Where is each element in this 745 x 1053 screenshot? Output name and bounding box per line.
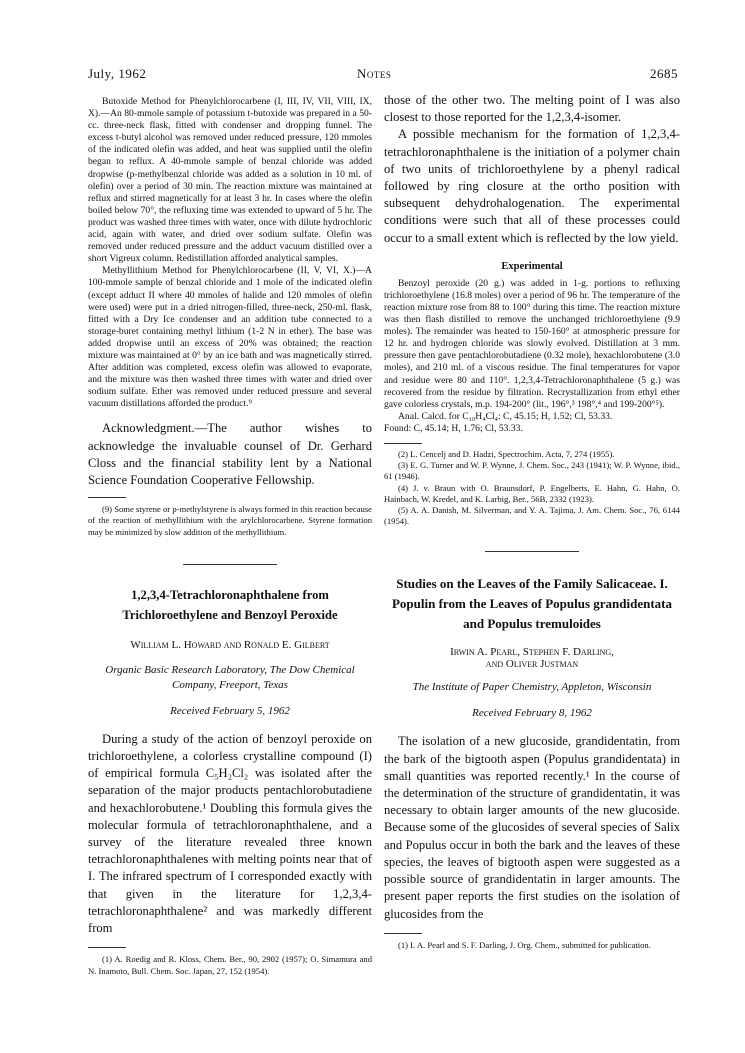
article-divider (183, 564, 277, 565)
footnote-5: (5) A. A. Danish, M. Silverman, and Y. A. Tajima, J. Am. Chem. Soc., 76, 6144 (1954). (384, 505, 680, 527)
acknowledgment: Acknowledgment.—The author wishes to acknowledge the invaluable counsel of Dr. Gerhard Closs and the financial stability lent by a National Science Foundation Cooperative Fellowship. (88, 421, 372, 488)
footnote-1: (1) A. Roedig and R. Kloss, Chem. Ber., 90, 2902 (1957); O. Simamura and N. Inamoto, Bull. Chem. Soc. Japan, 27, 152 (1954). (88, 954, 372, 976)
article-affiliation: Organic Basic Research Laboratory, The Dow Chemical Company, Freeport, Texas (105, 663, 355, 691)
analysis-found: Found: C, 45.14; H, 1.76; Cl, 53.33. (384, 422, 523, 434)
footnote-9: (9) Some styrene or p-methylstyrene is always formed in this reaction because of the reaction of methyllithium with the arylchlorocarbene. Styrene formation may be minimized by slow addition of the methyllithium. (88, 504, 372, 537)
footnote-divider (384, 933, 422, 934)
article-body: During a study of the action of benzoyl peroxide on trichloroethylene, a colorless crystalline compound (I) of empirical formula C₅H₂Cl₂ was isolated after the separation of the major products pentachlorobutadiene and hexachlorobutene.¹ Doubling this formula gives the molecular formula of tetrachloronaphthalene, and a survey of the literature revealed three known tetrachloronaphthalenes with melting points near that of I. The infrared spectrum of I corresponded exactly with that given in the literature for 1,2,3,4-tetrachloronaphthalene² and was markedly different from (88, 731, 372, 936)
right-column (384, 92, 680, 951)
experimental-paragraph: Benzoyl peroxide (20 g.) was added in 1-g. portions to refluxing trichloroethylene (16.8 moles) over a period of 96 hr. The temperature of the reaction mixture rose from 88 to 100° during this time. The reaction mixture was then flash distilled to remove the unchanged trichloroethylene (9.9 moles). The remainder was heated to 150-160° at atmospheric pressure for 12 hr. and hydrogen chloride was slowly evolved. Distillation at 3 mm. pressure then gave pentachlorobutadiene (0.32 mole), hexachlorobutene (3.0 moles), and 210 ml. of a viscous residue. The final temperatures for vapor and residue were 80 and 110°. 1,2,3,4-Tetrachloronaphthalene (5 g.) was recovered from the residue by filtration. Recrystallization from ethyl ether gave colorless crystals, m.p. 194-200° (lit., 196°,³ 198°,⁴ and 199-200°⁵). (384, 277, 680, 410)
left-column (88, 96, 372, 977)
experimental-heading: Experimental (501, 260, 563, 272)
article-authors: William L. Howard and Ronald E. Gilbert (130, 638, 330, 651)
footnote-divider (88, 947, 126, 948)
footnote-4: (4) J. v. Braun with O. Braunsdorf, P. Engelberts, E. Hahn, G. Hahn, O. Hainbach, W. Kredel, and K. Larbig, Ber., 56B, 2332 (1923). (384, 482, 680, 504)
methyllithium-method-paragraph: Methyllithium Method for Phenylchlorocarbene (II, V, VI, X.)—A 100-mmole sample of benzal chloride and 1 mole of the indicated olefin (except adduct II where 40 mmoles of halide and 120 mmoles of olefin were used) were put in a dried nitrogen-filled, three-neck, 250-ml. flask, fitted with a Dry Ice condenser and an addition tube connected to a storage-buret containing methyl lithium (1-2 N in ether). The base was added dropwise until an excess of 20% was obtained; the reaction mixture was maintained at 0° by an ice bath and was magnetically stirred. After addition was completed, excess olefin was allowed to evaporate, and the mixture was then washed three times with water and dried over sodium sulfate. Ether was removed under reduced pressure and several vacuum distillations afforded the product.⁹ (88, 265, 372, 410)
footnote-1: (1) I. A. Pearl and S. F. Darling, J. Org. Chem., submitted for publication. (398, 939, 651, 950)
footnote-2: (2) L. Cencelj and D. Hadzi, Spectrochim. Acta, 7, 274 (1955). (398, 449, 615, 460)
article-body: The isolation of a new glucoside, grandidentatin, from the bark of the bigtooth aspen (Populus grandidentata) in small quantities was reported recently.¹ In the course of the determination of the structure of grandidentatin, it was necessary to obtain larger amounts of the new glucoside. Because some of the glucosides of several species of Salix and Populus occur in both the bark and the leaves of these species, the leaves of bigtooth aspen were suggested as a possible source of grandidentatin in larger amounts. The present paper reports the first studies on the isolation of glucosides from the (384, 734, 680, 921)
footnote-divider (384, 443, 422, 444)
article-title: Studies on the Leaves of the Family Salicaceae. I. Populin from the Leaves of Populus grandidentata and Populus tremuloides (391, 576, 672, 632)
running-header-date: July, 1962 (88, 66, 147, 81)
page-number: 2685 (650, 66, 678, 81)
received-date: Received February 8, 1962 (472, 707, 592, 720)
analysis-calculated: Anal. Calcd. for C₁₀H₄Cl₄: C, 45.15; H, 1.52; Cl, 53.33. (398, 410, 613, 422)
received-date: Received February 5, 1962 (170, 704, 290, 717)
article-title: 1,2,3,4-Tetrachloronaphthalene from Trichloroethylene and Benzoyl Peroxide (122, 587, 338, 622)
mechanism-paragraph: A possible mechanism for the formation of 1,2,3,4-tetrachloronaphthalene is the initiation of a polymer chain of two units of trichloroethylene by a phenyl radical followed by ring closure at the ortho position with subsequent dehydrohalogenation. The experimental conditions were such that all of these processes could occur to a small extent which is reflected by the low yield. (384, 127, 680, 245)
butoxide-method-paragraph: Butoxide Method for Phenylchlorocarbene (I, III, IV, VII, VIII, IX, X).—An 80-mmole sample of potassium t-butoxide was prepared in a 50-cc. three-neck flask, fitted with condenser and dropping funnel. The excess t-butyl alcohol was removed under reduced pressure, 120 mmoles of the indicated olefin was added, and heat was supplied until the olefin began to reflux. A 40-mmole sample of benzal chloride was added dropwise (p-methylbenzal chloride was added as a solution in 10 ml. of olefin) over a period of 30 min. The reaction mixture was maintained at reflux and stirred magnetically for at least 3 hr. In cases where the olefin boiled below 70°, the refluxing time was extended to upward of 5 hr. The product was washed three times with water, once with dilute hydrochloric acid, again with water, and dried over sodium sulfate. Olefin was removed under reduced pressure and the adduct vacuum distilled over a short Vigreux column. Redistillation afforded analytical samples. (88, 96, 372, 265)
article-authors: Irwin A. Pearl, Stephen F. Darling, (450, 646, 614, 659)
footnote-divider (88, 497, 126, 498)
footnote-3: (3) E. G. Turner and W. P. Wynne, J. Chem. Soc., 243 (1941); W. P. Wynne, ibid., 61 (1946). (384, 460, 680, 482)
continued-text: those of the other two. The melting point of I was also closest to those reported for the 1,2,3,4-isomer. (384, 93, 680, 125)
article-affiliation: The Institute of Paper Chemistry, Appleton, Wisconsin (412, 681, 652, 694)
article-authors-line2: and Oliver Justman (485, 658, 579, 671)
article-divider (485, 551, 579, 552)
running-header-section: Notes (357, 66, 392, 81)
